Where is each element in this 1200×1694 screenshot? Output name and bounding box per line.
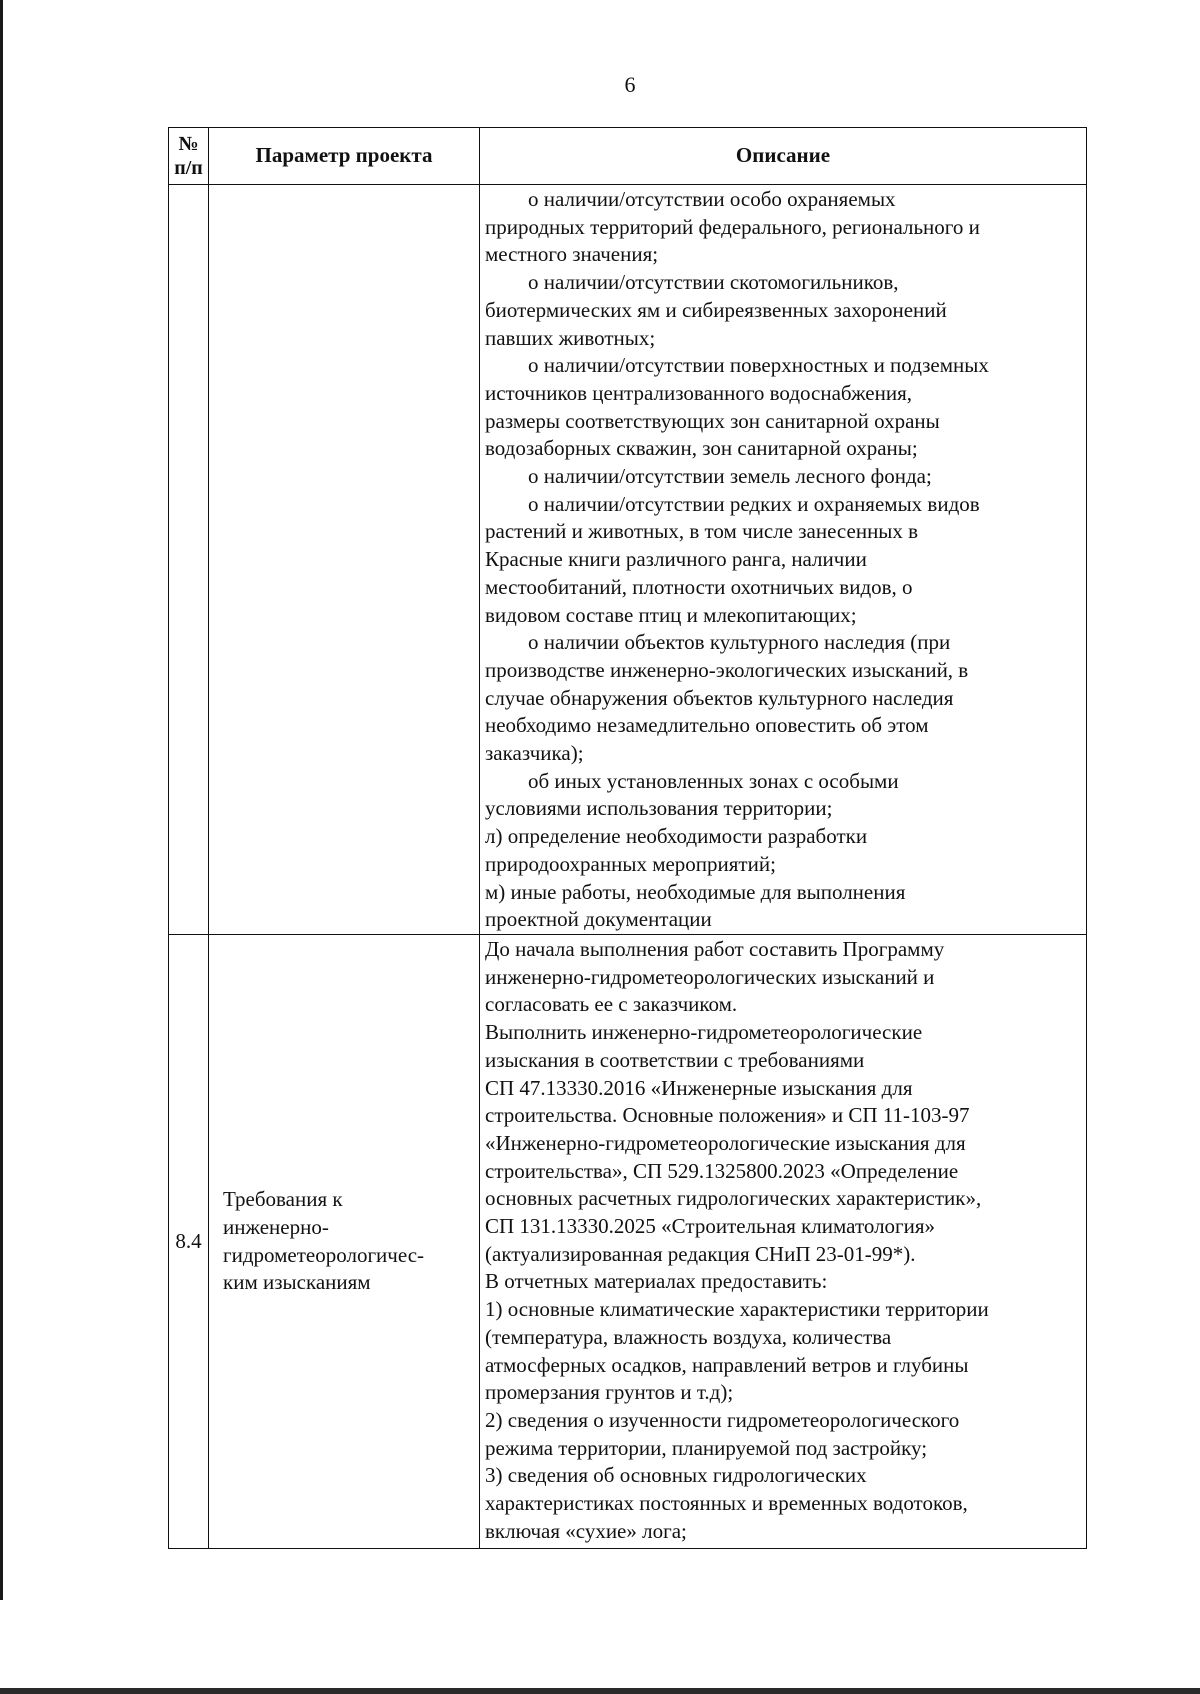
description-line: размеры соответствующих зон санитарной охраны <box>485 408 940 433</box>
requirements-table <box>168 127 1087 1549</box>
description-line: атмосферных осадков, направлений ветров и глубины <box>485 1352 969 1377</box>
description-line: видовом составе птиц и млекопитающих; <box>485 602 857 627</box>
description-line: В отчетных материалах предоставить: <box>485 1269 828 1294</box>
description-line: 1) основные климатические характеристики территории <box>485 1297 989 1322</box>
table-header-row <box>169 128 1087 185</box>
header-number-abbrev: п/п <box>174 157 203 179</box>
table-row <box>169 935 1087 1549</box>
description-line: Красные книги различного ранга, наличии <box>485 547 867 572</box>
row-number-cell <box>169 185 209 935</box>
description-line: характеристиках постоянных и временных водотоков, <box>485 1491 968 1516</box>
description-line: режима территории, планируемой под застройку; <box>485 1435 928 1460</box>
description-line: источников централизованного водоснабжения, <box>485 380 913 405</box>
description-line: строительства. Основные положения» и СП 11-103-97 <box>485 1103 970 1128</box>
row-parameter-cell <box>209 185 480 935</box>
description-line: основных расчетных гидрологических характеристик», <box>485 1186 982 1211</box>
header-parameter: Параметр проекта <box>209 128 480 185</box>
description-line: проектной документации <box>485 907 712 932</box>
description-line: местообитаний, плотности охотничьих видов, о <box>485 574 913 599</box>
description-line: 3) сведения об основных гидрологических <box>485 1463 867 1488</box>
description-line: о наличии/отсутствии поверхностных и подземных <box>528 353 989 378</box>
description-line: природоохранных мероприятий; <box>485 851 776 876</box>
description-line: о наличии/отсутствии земель лесного фонда; <box>528 464 932 489</box>
description-line: водозаборных скважин, зон санитарной охраны; <box>485 436 918 461</box>
description-line: необходимо незамедлительно оповестить об этом <box>485 713 929 738</box>
description-line: (температура, влажность воздуха, количества <box>485 1324 892 1349</box>
parameter-line: гидрометеорологичес- <box>223 1242 425 1267</box>
header-description: Описание <box>480 128 1087 185</box>
header-number <box>169 128 209 185</box>
description-line: инженерно-гидрометеорологических изысканий и <box>485 964 935 989</box>
description-line: «Инженерно-гидрометеорологические изыскания для <box>485 1130 966 1155</box>
description-line: изыскания в соответствии с требованиями <box>485 1047 865 1072</box>
scan-edge-left <box>0 0 3 1600</box>
parameter-line: Требования к <box>223 1187 343 1212</box>
description-line: СП 47.13330.2016 «Инженерные изыскания для <box>485 1075 913 1100</box>
description-line: местного значения; <box>485 242 659 267</box>
description-line: согласовать ее с заказчиком. <box>485 992 738 1017</box>
row-number-cell: 8.4 <box>169 935 209 1549</box>
parameter-line: ким изысканиям <box>223 1270 371 1295</box>
row-description-cell <box>480 185 1087 935</box>
scan-edge-bottom <box>0 1688 1200 1694</box>
description-line: о наличии/отсутствии особо охраняемых <box>528 187 896 211</box>
description-line: СП 131.13330.2025 «Строительная климатология» <box>485 1214 936 1239</box>
description-line: промерзания грунтов и т.д); <box>485 1380 734 1405</box>
description-line: о наличии/отсутствии скотомогильников, <box>528 270 899 295</box>
description-line: об иных установленных зонах с особыми <box>528 768 899 793</box>
description-line: условиями использования территории; <box>485 796 833 821</box>
description-line: природных территорий федерального, регионального и <box>485 214 980 239</box>
description-line: о наличии объектов культурного наследия (при <box>528 630 951 655</box>
parameter-line: инженерно- <box>223 1214 329 1239</box>
description-line: До начала выполнения работ составить Программу <box>485 937 945 961</box>
description-line: случае обнаружения объектов культурного наследия <box>485 685 954 710</box>
row-description-cell <box>480 935 1087 1549</box>
header-number-symbol: № <box>178 133 199 155</box>
page-number: 6 <box>624 72 636 97</box>
description-line: 2) сведения о изученности гидрометеорологического <box>485 1407 960 1432</box>
description-line: о наличии/отсутствии редких и охраняемых видов <box>528 491 980 516</box>
description-line: растений и животных, в том числе занесенных в <box>485 519 919 544</box>
description-line: Выполнить инженерно-гидрометеорологические <box>485 1020 923 1045</box>
table-row <box>169 185 1087 935</box>
description-line: м) иные работы, необходимые для выполнения <box>485 879 906 904</box>
description-line: павших животных; <box>485 325 656 350</box>
description-line: производстве инженерно-экологических изысканий, в <box>485 657 969 682</box>
description-line: (актуализированная редакция СНиП 23-01-99*). <box>485 1241 916 1266</box>
description-line: включая «сухие» лога; <box>485 1518 687 1543</box>
description-line: биотермических ям и сибиреязвенных захоронений <box>485 297 947 322</box>
description-line: л) определение необходимости разработки <box>485 824 868 849</box>
row-parameter-cell <box>209 935 480 1549</box>
description-line: строительства», СП 529.1325800.2023 «Определение <box>485 1158 959 1183</box>
description-line: заказчика); <box>485 741 584 766</box>
